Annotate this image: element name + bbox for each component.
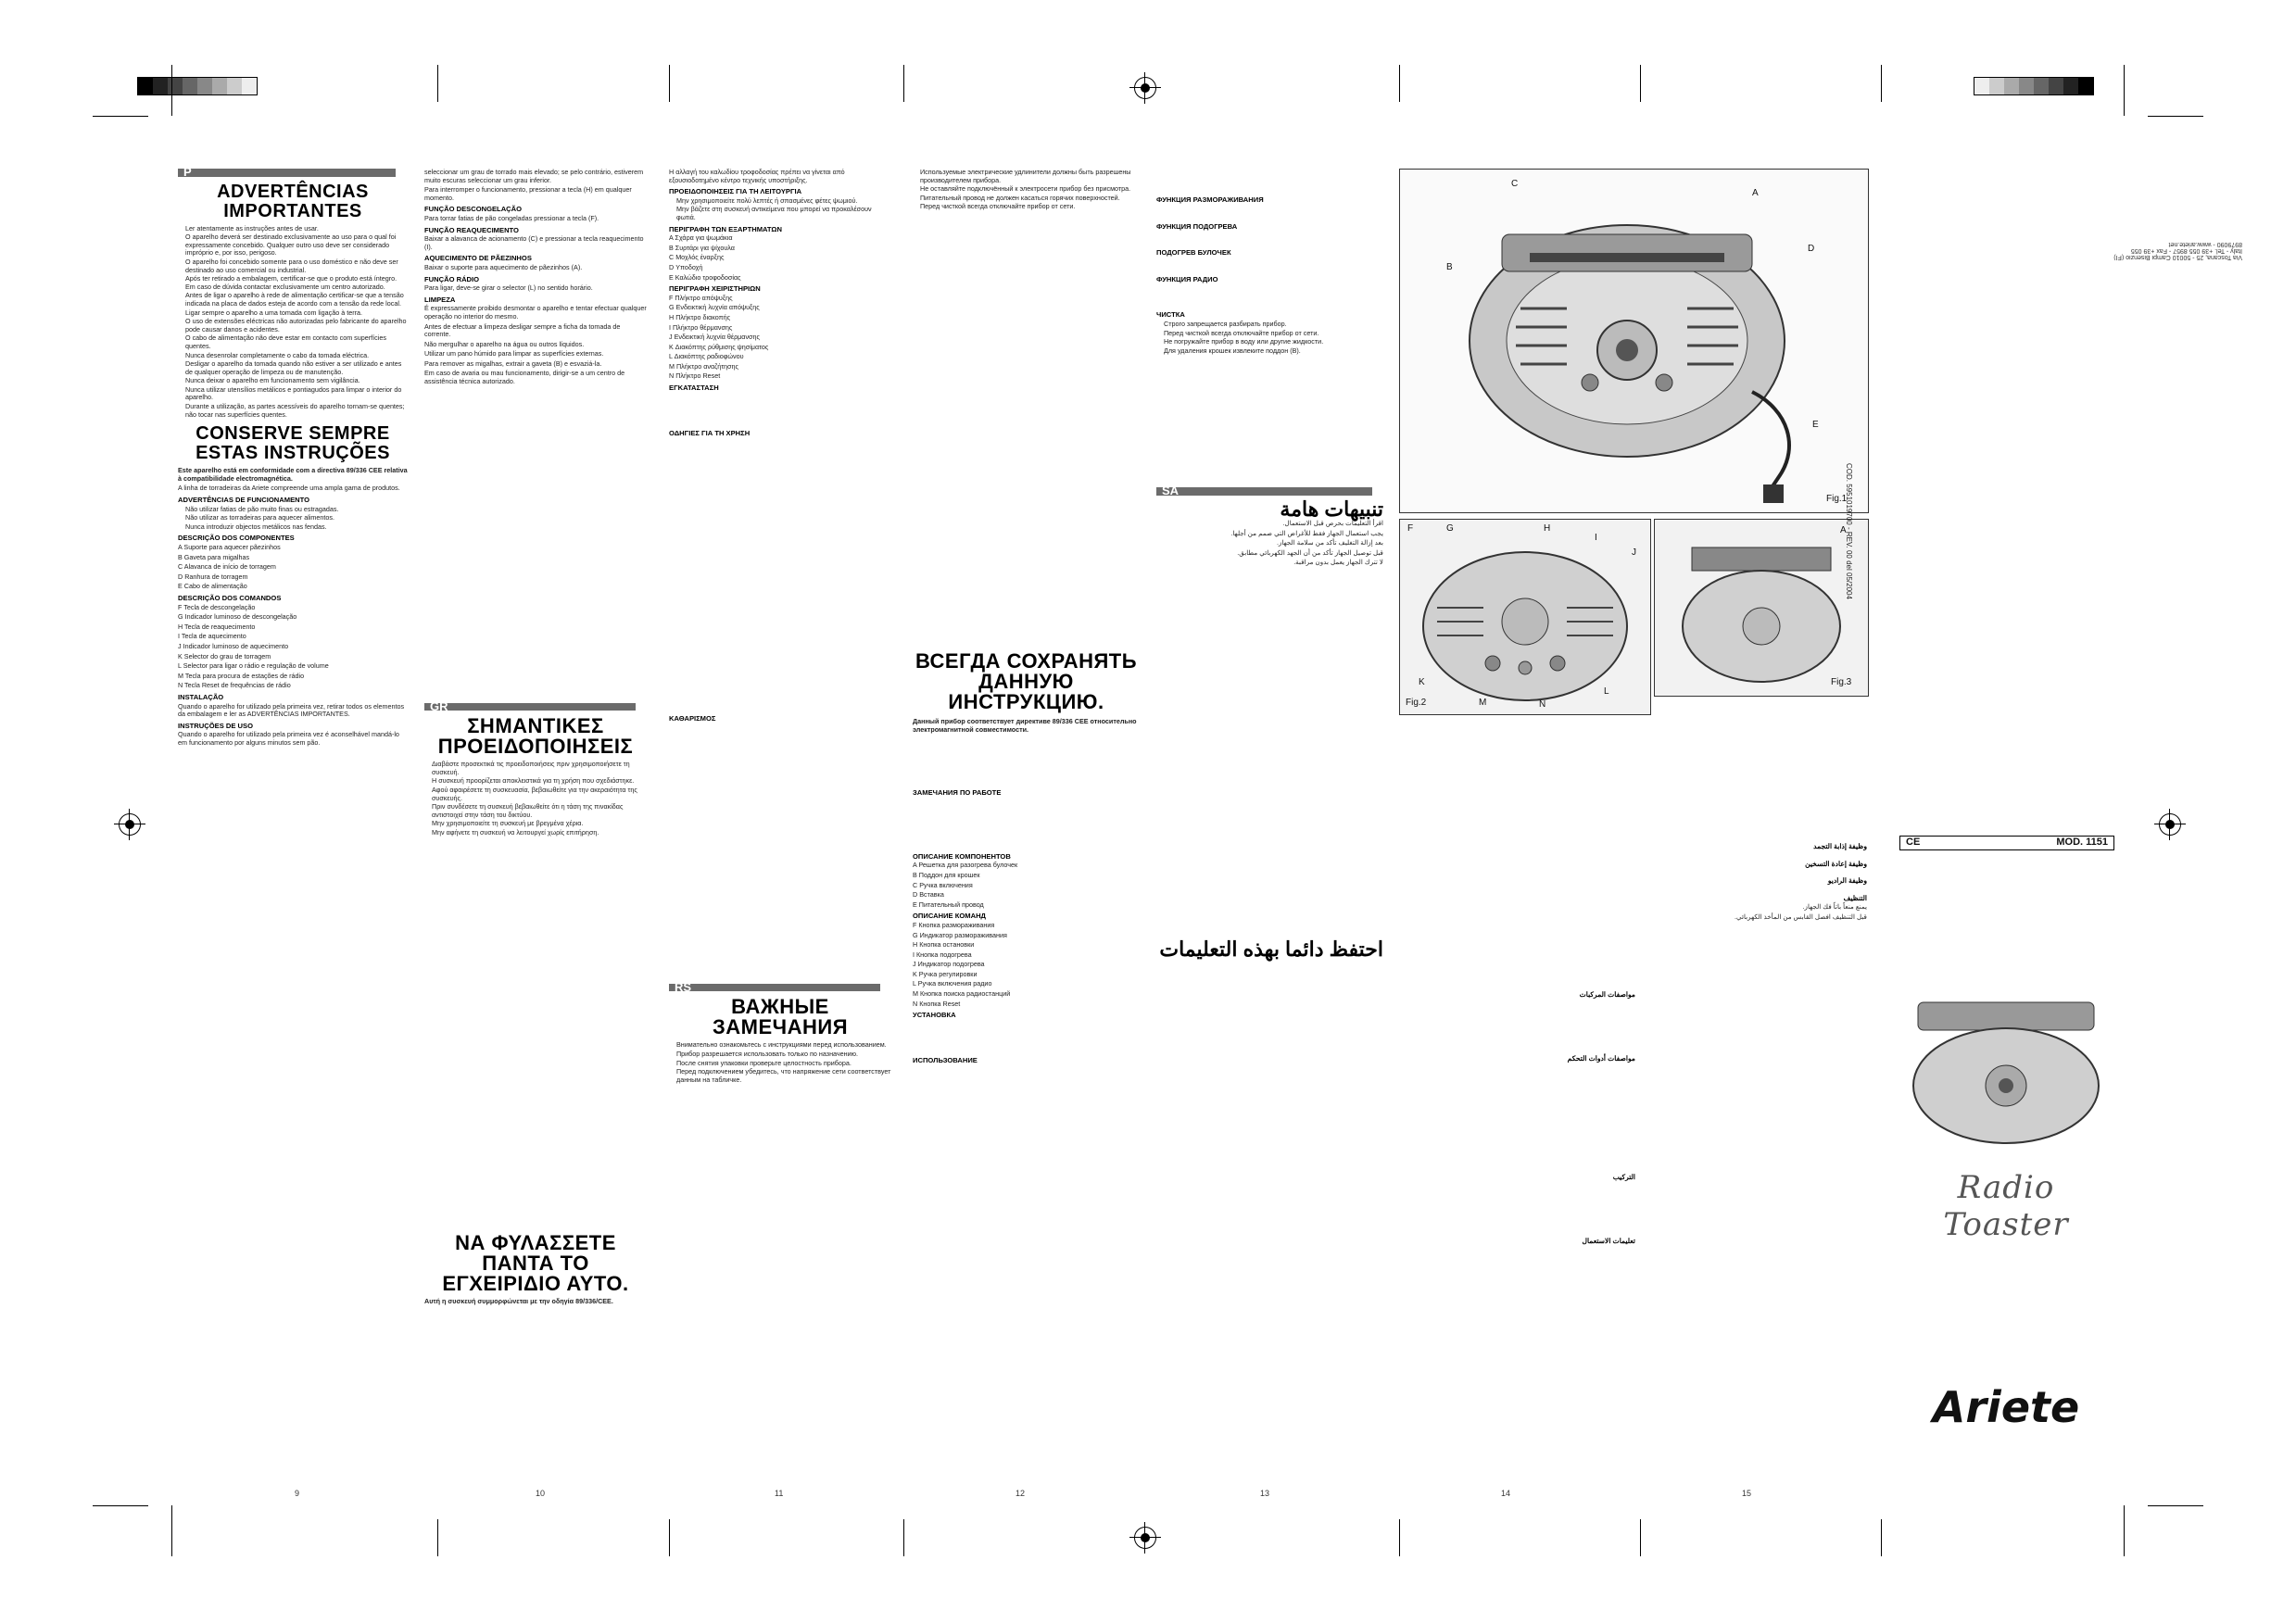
list-item: G Indicador luminoso de descongelação [178, 612, 297, 622]
list-item: • Não utilizar as torradeiras para aquecer alimentos. [185, 514, 408, 522]
toaster-illustration [1400, 170, 1868, 512]
list-item: N Πλήκτρο Reset [669, 371, 721, 381]
list-item: • Antes de ligar o aparelho à rede de alimentação certificar-se que a tensão indicada na placa de dados esteja de acordo com a tensão da rede local. [185, 292, 408, 308]
list-item: • Перед подключением убедитесь, что напряжение сети соответствует данным на табличке. [676, 1068, 891, 1084]
list-item: J Ενδεικτική λυχνία θέρμανσης [669, 333, 760, 342]
list-item: C Alavanca de início de torragem [178, 562, 276, 572]
list-item: A Σχάρα για ψωμάκια [669, 233, 733, 243]
cover-panel [1899, 169, 2122, 1484]
column-gr-ru [669, 169, 891, 1484]
page-number-14: 14 [1501, 1489, 1511, 1498]
section-title: FUNÇÃO DESCONGELAÇÃO [424, 205, 523, 214]
section-title: ФУНКЦИЯ РАДИО [1156, 274, 1218, 283]
list-item: • Nunca utilizar utensílios metálicos e pontiagudos para limpar o interior do aparelho. [185, 386, 408, 402]
list-item: L Ручка включения радио [913, 979, 992, 988]
page-number-9: 9 [295, 1489, 300, 1498]
section-title: ΠΕΡΙΓΡΑΦΗ ΧΕΙΡΙΣΤΗΡΙΩΝ [669, 284, 761, 294]
paragraph: Em caso de avaria ou mau funcionamento, dirigir-se a um centro de assistência técnica autorizado. [424, 369, 625, 386]
list-item: N Tecla Reset de frequências de rádio [178, 681, 291, 690]
section-title: ОПИСАНИЕ КОМПОНЕНТОВ [913, 851, 1011, 861]
list-item: J Индикатор подогрева [913, 960, 985, 969]
section-title: ФУНКЦИЯ ПОДОГРЕВА [1156, 221, 1238, 231]
section-title: ΕΓΚΑΤΑΣΤΑΣΗ [669, 384, 719, 393]
list-item: • Перед чисткой всегда отключайте прибор от сети. [1164, 330, 1383, 338]
language-tag-rs: RS [669, 984, 880, 992]
section-title: AQUECIMENTO DE PÃEZINHOS [424, 254, 532, 263]
section-title: وظيفة إذابة التجمد [1813, 842, 1867, 850]
list-item: J Indicador luminoso de aquecimento [178, 641, 289, 650]
paragraph: Quando o aparelho for utilizado pela primeira vez, retirar todos os elementos da embalagem e ler as ADVERTÊNCIAS IMPORTANTES. [178, 701, 405, 719]
pt-intro: A linha de torradeiras da Ariete compreende uma ampla gama de produtos. [178, 484, 400, 493]
section-title: وظيفة الراديو [1827, 876, 1867, 886]
list-item: H Tecla de reaquecimento [178, 622, 256, 631]
heading-sa-warnings: تنبيهات هامة [1280, 497, 1383, 521]
section-title: ФУНКЦИЯ РАЗМОРАЖИВАНИЯ [1156, 195, 1264, 204]
list-item: • Для удаления крошек извлеките поддон (B). [1164, 347, 1383, 356]
figure-2-label: Fig.2 [1406, 698, 1427, 708]
callout-D: D [1808, 244, 1815, 254]
list-item: • Строго запрещается разбирать прибор. [1164, 321, 1383, 329]
heading-sa-keep-instructions: احتفظ دائما بهذه التعليمات [1159, 937, 1383, 961]
list-item: • Nunca desenrolar completamente o cabo da tomada eléctrica. [185, 352, 408, 360]
list-item: A Решетка для разогрева булочек [913, 861, 1018, 870]
paragraph: اقرأ التعليمات بحرص قبل الاستعمال. [1282, 518, 1383, 527]
list-item: • Durante a utilização, as partes acessíveis do aparelho tornam-se quentes; não tocar nas superfícies quentes. [185, 403, 408, 419]
list-item: L Διακόπτης ραδιοφώνου [669, 352, 744, 361]
list-item: M Tecla para procura de estações de rádio [178, 671, 305, 680]
cover-toaster-photo [1899, 993, 2113, 1151]
list-item: • Перед чисткой всегда отключайте прибор от сети. [920, 203, 1140, 211]
list-item: • Внимательно ознакомьтесь с инструкциями перед использованием. [676, 1041, 891, 1050]
section-title: ADVERTÊNCIAS DE FUNCIONAMENTO [178, 496, 310, 505]
column-sa-14 [1399, 741, 1635, 1482]
section-title: ИСПОЛЬЗОВАНИЕ [913, 1055, 978, 1064]
list-item: • O cabo de alimentação não deve estar em contacto com superfícies quentes. [185, 334, 408, 350]
list-item: C Μοχλός έναρξης [669, 253, 725, 262]
list-item: • Питательный провод не должен касаться горячих поверхностей. [920, 195, 1140, 203]
callout-M: M [1479, 698, 1487, 708]
callout-J: J [1632, 547, 1636, 558]
heading-ru-keep-instructions: ВСЕГДА СОХРАНЯТЬ ДАННУЮ ИНСТРУКЦИЮ. [915, 648, 1138, 713]
section-title: УСТАНОВКА [913, 1011, 956, 1020]
list-item: I Кнопка подогрева [913, 950, 972, 959]
list-item: • Não utilizar fatias de pão muito finas ou estragadas. [185, 506, 408, 514]
callout-A: A [1840, 525, 1847, 535]
address-vertical: Via Toscana, 25 - 50010 Campi Bisenzio (FI) Italy - Tel. +39 055 8957 - Fax +39 055 8979090 - www.ariete.net [2113, 241, 2242, 260]
paragraph: يمنع منعاً باتاً فك الجهاز. [1802, 902, 1867, 912]
figure-2-control-panel [1399, 519, 1651, 715]
section-title: ЧИСТКА [1156, 310, 1185, 320]
brand-logo: Ariete [1932, 1382, 2080, 1432]
list-item: B Gaveta para migalhas [178, 552, 250, 561]
section-title: مواصفات أدوات التحكم [1567, 1053, 1635, 1063]
list-item: • Μην βάζετε στη συσκευή αντικείμενα που μπορεί να προκαλέσουν φωτιά. [676, 206, 891, 221]
section-title: ΠΡΟΕΙΔΟΠΟΙΗΣΕΙΣ ΓΙΑ ΤΗ ΛΕΙΤΟΥΡΓΙΑ [669, 187, 802, 196]
column-pt-gr [424, 169, 647, 1484]
paragraph: É expressamente proibido desmontar o aparelho e tentar efectuar qualquer operação no interior do mesmo. [424, 304, 647, 321]
list-item: F Πλήκτρο απόψυξης [669, 293, 733, 302]
paragraph: Para interromper o funcionamento, pressionar a tecla (H) em qualquer momento. [424, 185, 632, 202]
callout-C: C [1511, 179, 1519, 189]
paragraph: Utilizar um pano húmido para limpar as superfícies externas. [424, 349, 604, 359]
paragraph: Η αλλαγή του καλωδίου τροφοδοσίας πρέπει να γίνεται από εξουσιοδοτημένο κέντρο τεχνικής υποστήριξης. [669, 169, 845, 184]
registration-mark-left [119, 813, 141, 836]
paragraph: seleccionar um grau de torrado mais elevado; se pelo contrário, estiverem muito escuras seleccionar um grau inferior. [424, 169, 644, 184]
list-item: • Μην χρησιμοποιείτε πολύ λεπτές ή σπασμένες φέτες ψωμιού. [676, 197, 891, 206]
list-item: M Πλήκτρο αναζήτησης [669, 361, 738, 371]
heading-gr-warnings: ΣΗΜΑΝΤΙΚΕΣ ΠΡΟΕΙΔΟΠΟΙΗΣΕΙΣ [437, 714, 634, 759]
list-item: • Nunca introduzir objectos metálicos nas fendas. [185, 523, 408, 532]
list-item: B Συρτάρι για ψίχουλα [669, 243, 735, 252]
list-item: H Πλήκτρο διακοπής [669, 312, 731, 321]
callout-N: N [1539, 699, 1546, 710]
paragraph: Baixar a alavanca de acionamento (C) e pressionar a tecla reaquecimento (I). [424, 234, 644, 251]
list-item: • Nunca deixar o aparelho em funcionamento sem vigilância. [185, 377, 408, 385]
paragraph: يجب استعمال الجهاز فقط للأغراض التي صمم من أجلها. [1230, 528, 1383, 537]
registration-mark-bottom [1134, 1527, 1156, 1549]
paragraph: Antes de efectuar a limpeza desligar sempre a ficha da tomada de corrente. [424, 321, 621, 339]
list-item: A Suporte para aquecer pãezinhos [178, 543, 281, 551]
list-item: E Καλώδιο τροφοδοσίας [669, 272, 741, 282]
column-ru [913, 169, 1140, 1484]
section-title: DESCRIÇÃO DOS COMANDOS [178, 593, 282, 602]
paragraph: Não mergulhar o aparelho na água ou outros líquidos. [424, 339, 585, 348]
callout-F: F [1407, 523, 1414, 534]
list-item: • Διαβάστε προσεκτικά τις προειδοποιήσεις πριν χρησιμοποιήσετε τη συσκευή. [432, 761, 647, 776]
section-title: مواصفات المركبات [1579, 990, 1635, 999]
section-title: FUNÇÃO REAQUECIMENTO [424, 225, 519, 234]
section-title: تعليمات الاستعمال [1582, 1236, 1635, 1245]
figure-1-toaster-overview [1399, 169, 1869, 513]
list-item: B Поддон для крошек [913, 870, 980, 879]
list-item: N Кнопка Reset [913, 999, 961, 1008]
list-item: • O aparelho foi concebido somente para o uso doméstico e não deve ser destinado ao uso comercial ou industrial. [185, 258, 408, 274]
figure-3-label: Fig.3 [1831, 677, 1852, 687]
list-item: I Πλήκτρο θέρμανσης [669, 322, 733, 332]
list-item: C Ручка включения [913, 880, 973, 889]
section-title: LIMPEZA [424, 295, 456, 304]
callout-E: E [1812, 420, 1819, 430]
paragraph: Baixar o suporte para aquecimento de pãezinhos (A). [424, 262, 583, 271]
list-item: • Не оставляйте подключённый к электросети прибор без присмотра. [920, 185, 1140, 194]
callout-L: L [1604, 686, 1609, 697]
list-item: I Tecla de aquecimento [178, 632, 246, 641]
list-item: D Вставка [913, 890, 944, 900]
column-pt-warnings [178, 169, 408, 1484]
list-item: • Используемые электрические удлинители должны быть разрешены производителем прибора. [920, 169, 1140, 184]
column-ru-sa [1156, 169, 1383, 1484]
section-title: FUNÇÃO RÁDIO [424, 274, 480, 283]
section-title: ОПИСАНИЕ КОМАНД [913, 912, 986, 921]
registration-mark-right [2159, 813, 2181, 836]
page-number-10: 10 [536, 1489, 546, 1498]
list-item: F Tecla de descongelação [178, 602, 256, 611]
list-item: K Selector do grau de torragem [178, 651, 271, 661]
list-item: • Ler atentamente as instruções antes de usar. [185, 225, 408, 233]
paragraph: بعد إزالة التغليف تأكد من سلامة الجهاز. [1276, 538, 1383, 547]
ce-mark: CE [1906, 837, 1921, 848]
list-item: • После снятия упаковки проверьте целостность прибора. [676, 1060, 891, 1068]
list-item: K Διακόπτης ρύθμισης ψησίματος [669, 342, 769, 351]
ce-mark-box [1899, 836, 2114, 850]
list-item: • Ligar sempre o aparelho a uma tomada com ligação à terra. [185, 309, 408, 318]
callout-A: A [1752, 188, 1759, 198]
heading-gr-keep-instructions: ΝΑ ΦΥΛΑΣΣΕΤΕ ΠΑΝΤΑ ΤΟ ΕΓΧΕΙΡΙΔΙΟ ΑΥΤΟ. [442, 1230, 629, 1295]
list-item: • Прибор разрешается использовать только по назначению. [676, 1051, 891, 1059]
figure-1-label: Fig.1 [1826, 494, 1848, 504]
list-item: • Αφού αφαιρέσετε τη συσκευασία, βεβαιωθείτε για την ακεραιότητα της συσκευής. [432, 786, 647, 802]
cover-script-title: Radio Toaster [1943, 1169, 2069, 1243]
ru-directive: Данный прибор соответствует директиве 89/336 CEE относительно электромагнитной совместимости. [913, 716, 1137, 734]
paragraph: قبل توصيل الجهاز تأكد من أن الجهد الكهربائي مطابق. [1237, 547, 1383, 557]
section-title: ΚΑΘΑΡΙΣΜΟΣ [669, 714, 716, 723]
section-title: التنظيف [1843, 893, 1867, 902]
list-item: • Μην χρησιμοποιείτε τη συσκευή με βρεγμένα χέρια. [432, 820, 647, 828]
list-pt-warnings [178, 225, 408, 420]
grayscale-bar-left [137, 77, 258, 95]
section-title: التركيب [1612, 1173, 1635, 1182]
callout-H: H [1544, 523, 1551, 534]
page-number-11: 11 [775, 1489, 784, 1498]
page-number-13: 13 [1260, 1489, 1270, 1498]
control-panel-illustration [1400, 520, 1650, 714]
heading-pt-keep-instructions: CONSERVE SEMPRE ESTAS INSTRUÇÕES [196, 423, 390, 464]
list-item: • O aparelho deverá ser destinado exclusivamente ao uso para o qual foi expressamente concebido. Qualquer outro uso deve ser considerado impróprio e, por isso, perigoso. [185, 233, 408, 258]
paragraph: Para torrar fatias de pão congeladas pressionar a tecla (F). [424, 213, 599, 222]
callout-B: B [1446, 262, 1453, 272]
section-title: DESCRIÇÃO DOS COMPONENTES [178, 534, 295, 543]
list-item: • Desligar o aparelho da tomada quando não estiver a ser utilizado e antes de qualquer operação de limpeza ou de manutenção. [185, 360, 408, 376]
list-item: • Πριν συνδέσετε τη συσκευή βεβαιωθείτε ότι η τάση της πινακίδας αντιστοιχεί στην τάση του δικτύου. [432, 803, 647, 819]
section-title: INSTRUÇÕES DE USO [178, 721, 254, 730]
gr-footer: Αυτή η συσκευή συμμορφώνεται με την οδηγία 89/336/CEE. [424, 1296, 613, 1305]
paragraph: قبل التنظيف افصل القابس من المأخذ الكهربائي. [1734, 912, 1867, 921]
document-code-vertical: COD. 5951019700 - REV. 00 del 05/2004 [1845, 463, 1853, 599]
heading-ru-important-notes: ВАЖНЫЕ ЗАМЕЧАНИЯ [712, 995, 849, 1039]
pt-directive: Este aparelho está em conformidade com a directiva 89/336 CEE relativa à compatibilidade electromagnética. [178, 466, 408, 483]
list-item: F Кнопка размораживания [913, 920, 995, 929]
registration-mark-top [1134, 77, 1156, 99]
page-number-12: 12 [1016, 1489, 1026, 1498]
list-item: E Cabo de alimentação [178, 582, 247, 591]
list-item: D Υποδοχή [669, 262, 703, 271]
model-number: MOD. 1151 [2056, 837, 2108, 848]
list-item: • Не погружайте прибор в воду или другие жидкости. [1164, 338, 1383, 346]
paragraph: لا تترك الجهاز يعمل بدون مراقبة. [1293, 558, 1383, 567]
heading-pt-warnings: ADVERTÊNCIAS IMPORTANTES [217, 181, 369, 221]
figure-3-bun-warmer [1654, 519, 1869, 697]
list-item: H Кнопка остановки [913, 940, 975, 950]
list-item: K Ручка регулировки [913, 969, 978, 978]
section-title: ΠΕΡΙΓΡΑΦΗ ΤΩΝ ΕΞΑΡΤΗΜΑΤΩΝ [669, 224, 782, 233]
section-title: ПОДОГРЕВ БУЛОЧЕК [1156, 248, 1231, 258]
list-item: G Индикатор размораживания [913, 930, 1007, 939]
section-title: INSTALAÇÃO [178, 692, 224, 701]
language-tag-sa: SA [1156, 487, 1372, 496]
column-sa-15 [1645, 741, 1867, 982]
grayscale-bar-right [1974, 77, 2094, 95]
language-tag-gr: GR [424, 703, 636, 711]
list-item: M Кнопка поиска радиостанций [913, 989, 1011, 999]
list-item: • Η συσκευή προορίζεται αποκλειστικά για τη χρήση που σχεδιάστηκε. [432, 777, 647, 786]
section-title: ЗАМЕЧАНИЯ ПО РАБОТЕ [913, 788, 1002, 798]
list-item: • Μην αφήνετε τη συσκευή να λειτουργεί χωρίς επιτήρηση. [432, 829, 647, 837]
list-item: E Питательный провод [913, 900, 984, 909]
paragraph: Para remover as migalhas, extrair a gaveta (B) e esvaziá-la. [424, 359, 602, 368]
page-number-15: 15 [1742, 1489, 1752, 1498]
list-item: D Ranhura de torragem [178, 572, 248, 581]
callout-I: I [1595, 533, 1597, 543]
list-item: • Após ter retirado a embalagem, certificar-se que o produto está íntegro. Em caso de dúvida contactar exclusivamente um centro autorizado. [185, 275, 408, 291]
bun-warmer-illustration [1655, 520, 1868, 696]
language-tag-pt: P [178, 169, 396, 177]
callout-K: K [1419, 677, 1425, 687]
paragraph: Para ligar, deve-se girar o selector (L) no sentido horário. [424, 283, 593, 293]
callout-G: G [1446, 523, 1454, 534]
list-item: G Ενδεικτική λυχνία απόψυξης [669, 303, 760, 312]
list-item: L Selector para ligar o rádio e regulação de volume [178, 661, 329, 671]
paragraph: Quando o aparelho for utilizado pela primeira vez é aconselhável mandá-lo em funcionamento por alguns minutos sem pão. [178, 730, 399, 747]
section-title: وظيفة إعادة التسخين [1805, 859, 1867, 868]
list-item: • O uso de extensões eléctricas não autorizadas pelo fabricante do aparelho pode causar danos e acidentes. [185, 318, 408, 333]
section-title: ΟΔΗΓΙΕΣ ΓΙΑ ΤΗ ΧΡΗΣΗ [669, 428, 751, 437]
